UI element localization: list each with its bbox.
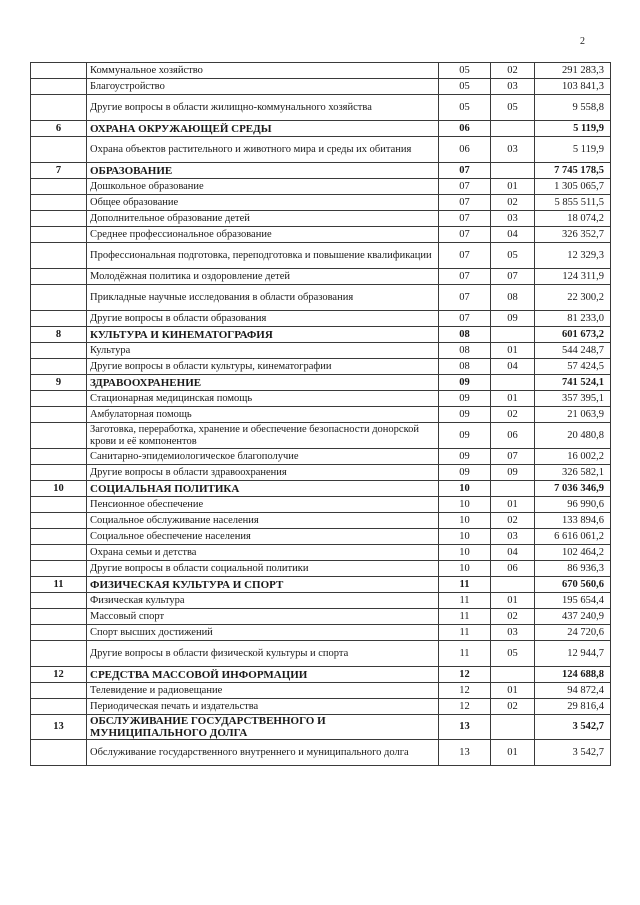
row-subsection-code-cell: 07 (491, 269, 535, 285)
row-subsection-code-cell: 09 (491, 465, 535, 481)
row-subsection-code-cell (491, 327, 535, 343)
row-number-cell (31, 497, 87, 513)
row-name-cell: Массовый спорт (87, 609, 439, 625)
row-amount-cell: 16 002,2 (535, 449, 611, 465)
row-section-code-cell: 12 (439, 683, 491, 699)
row-number-cell (31, 740, 87, 766)
row-subsection-code-cell: 01 (491, 740, 535, 766)
table-row (31, 465, 611, 481)
row-name-cell: ЗДРАВООХРАНЕНИЕ (87, 375, 439, 391)
row-subsection-code-cell: 01 (491, 391, 535, 407)
row-amount-cell: 102 464,2 (535, 545, 611, 561)
row-amount-cell: 670 560,6 (535, 577, 611, 593)
table-row (31, 561, 611, 577)
row-amount-cell: 12 329,3 (535, 243, 611, 269)
row-name-cell: Социальное обслуживание населения (87, 513, 439, 529)
row-section-code-cell: 07 (439, 163, 491, 179)
row-section-code-cell: 10 (439, 513, 491, 529)
section-row (31, 577, 611, 593)
row-section-code-cell: 12 (439, 667, 491, 683)
table-row (31, 343, 611, 359)
table-row (31, 359, 611, 375)
row-number-cell: 10 (31, 481, 87, 497)
row-subsection-code-cell (491, 163, 535, 179)
row-subsection-code-cell: 03 (491, 529, 535, 545)
row-number-cell (31, 545, 87, 561)
row-section-code-cell: 06 (439, 137, 491, 163)
row-number-cell (31, 79, 87, 95)
section-row (31, 481, 611, 497)
row-number-cell: 8 (31, 327, 87, 343)
row-number-cell (31, 179, 87, 195)
row-amount-cell: 601 673,2 (535, 327, 611, 343)
page-number: 2 (580, 36, 585, 47)
row-amount-cell: 3 542,7 (535, 740, 611, 766)
table-row (31, 63, 611, 79)
row-section-code-cell: 05 (439, 95, 491, 121)
table-row (31, 545, 611, 561)
row-section-code-cell: 11 (439, 641, 491, 667)
row-section-code-cell: 10 (439, 497, 491, 513)
row-name-cell: Коммунальное хозяйство (87, 63, 439, 79)
row-name-cell: Другие вопросы в области физической культуры и спорта (87, 641, 439, 667)
row-name-cell: ОБРАЗОВАНИЕ (87, 163, 439, 179)
table-row (31, 311, 611, 327)
row-name-cell: Социальное обеспечение населения (87, 529, 439, 545)
row-name-cell: Охрана семьи и детства (87, 545, 439, 561)
section-row (31, 121, 611, 137)
row-number-cell: 13 (31, 715, 87, 740)
row-number-cell (31, 699, 87, 715)
row-section-code-cell: 08 (439, 343, 491, 359)
row-subsection-code-cell: 03 (491, 137, 535, 163)
row-number-cell (31, 593, 87, 609)
row-number-cell (31, 311, 87, 327)
table-row (31, 593, 611, 609)
row-name-cell: Телевидение и радиовещание (87, 683, 439, 699)
row-section-code-cell: 13 (439, 715, 491, 740)
row-amount-cell: 103 841,3 (535, 79, 611, 95)
row-subsection-code-cell: 01 (491, 343, 535, 359)
row-number-cell (31, 227, 87, 243)
row-subsection-code-cell (491, 667, 535, 683)
row-amount-cell: 124 688,8 (535, 667, 611, 683)
row-section-code-cell: 10 (439, 561, 491, 577)
row-name-cell: Санитарно-эпидемиологическое благополучие (87, 449, 439, 465)
row-number-cell (31, 211, 87, 227)
row-name-cell: Культура (87, 343, 439, 359)
row-number-cell (31, 285, 87, 311)
row-amount-cell: 5 119,9 (535, 121, 611, 137)
row-subsection-code-cell (491, 375, 535, 391)
table-row (31, 641, 611, 667)
row-amount-cell: 291 283,3 (535, 63, 611, 79)
row-amount-cell: 22 300,2 (535, 285, 611, 311)
row-amount-cell: 57 424,5 (535, 359, 611, 375)
row-section-code-cell: 11 (439, 625, 491, 641)
row-subsection-code-cell: 05 (491, 243, 535, 269)
row-subsection-code-cell: 02 (491, 513, 535, 529)
table-row (31, 513, 611, 529)
row-number-cell (31, 423, 87, 449)
row-section-code-cell: 05 (439, 79, 491, 95)
table-row (31, 529, 611, 545)
row-number-cell (31, 391, 87, 407)
row-section-code-cell: 13 (439, 740, 491, 766)
table-row (31, 423, 611, 449)
section-row (31, 375, 611, 391)
row-amount-cell: 133 894,6 (535, 513, 611, 529)
table-row (31, 740, 611, 766)
row-amount-cell: 86 936,3 (535, 561, 611, 577)
row-name-cell: ФИЗИЧЕСКАЯ КУЛЬТУРА И СПОРТ (87, 577, 439, 593)
row-number-cell (31, 465, 87, 481)
row-subsection-code-cell (491, 121, 535, 137)
row-amount-cell: 96 990,6 (535, 497, 611, 513)
table-row (31, 269, 611, 285)
table-row (31, 95, 611, 121)
section-row (31, 715, 611, 740)
row-amount-cell: 24 720,6 (535, 625, 611, 641)
row-amount-cell: 437 240,9 (535, 609, 611, 625)
row-name-cell: Другие вопросы в области здравоохранения (87, 465, 439, 481)
row-number-cell: 11 (31, 577, 87, 593)
row-name-cell: Прикладные научные исследования в области образования (87, 285, 439, 311)
row-subsection-code-cell: 02 (491, 63, 535, 79)
row-section-code-cell: 08 (439, 327, 491, 343)
row-subsection-code-cell: 02 (491, 699, 535, 715)
row-section-code-cell: 09 (439, 465, 491, 481)
row-number-cell (31, 359, 87, 375)
row-section-code-cell: 07 (439, 243, 491, 269)
row-amount-cell: 1 305 065,7 (535, 179, 611, 195)
row-amount-cell: 7 036 346,9 (535, 481, 611, 497)
row-amount-cell: 12 944,7 (535, 641, 611, 667)
row-name-cell: СОЦИАЛЬНАЯ ПОЛИТИКА (87, 481, 439, 497)
row-subsection-code-cell: 02 (491, 195, 535, 211)
table-row (31, 683, 611, 699)
row-subsection-code-cell: 04 (491, 359, 535, 375)
row-section-code-cell: 07 (439, 211, 491, 227)
row-section-code-cell: 07 (439, 195, 491, 211)
row-amount-cell: 6 616 061,2 (535, 529, 611, 545)
row-name-cell: Стационарная медицинская помощь (87, 391, 439, 407)
row-name-cell: КУЛЬТУРА И КИНЕМАТОГРАФИЯ (87, 327, 439, 343)
row-name-cell: Охрана объектов растительного и животного мира и среды их обитания (87, 137, 439, 163)
row-subsection-code-cell (491, 577, 535, 593)
row-name-cell: Физическая культура (87, 593, 439, 609)
row-subsection-code-cell: 04 (491, 545, 535, 561)
row-subsection-code-cell: 08 (491, 285, 535, 311)
row-number-cell (31, 137, 87, 163)
row-subsection-code-cell: 01 (491, 593, 535, 609)
row-section-code-cell: 09 (439, 449, 491, 465)
row-subsection-code-cell: 07 (491, 449, 535, 465)
row-section-code-cell: 10 (439, 545, 491, 561)
row-subsection-code-cell: 06 (491, 423, 535, 449)
row-name-cell: Спорт высших достижений (87, 625, 439, 641)
row-amount-cell: 544 248,7 (535, 343, 611, 359)
row-number-cell (31, 561, 87, 577)
row-number-cell (31, 625, 87, 641)
table-row (31, 227, 611, 243)
row-subsection-code-cell: 03 (491, 79, 535, 95)
row-number-cell: 7 (31, 163, 87, 179)
row-subsection-code-cell: 03 (491, 625, 535, 641)
row-number-cell (31, 513, 87, 529)
row-section-code-cell: 07 (439, 311, 491, 327)
row-amount-cell: 9 558,8 (535, 95, 611, 121)
row-name-cell: СРЕДСТВА МАССОВОЙ ИНФОРМАЦИИ (87, 667, 439, 683)
row-number-cell (31, 609, 87, 625)
row-subsection-code-cell: 06 (491, 561, 535, 577)
row-name-cell: ОБСЛУЖИВАНИЕ ГОСУДАРСТВЕННОГО И МУНИЦИПАЛЬНОГО ДОЛГА (87, 715, 439, 740)
table-row (31, 211, 611, 227)
row-number-cell (31, 449, 87, 465)
row-section-code-cell: 07 (439, 269, 491, 285)
row-section-code-cell: 06 (439, 121, 491, 137)
row-amount-cell: 326 582,1 (535, 465, 611, 481)
row-name-cell: Обслуживание государственного внутреннего и муниципального долга (87, 740, 439, 766)
row-amount-cell: 741 524,1 (535, 375, 611, 391)
row-name-cell: ОХРАНА ОКРУЖАЮЩЕЙ СРЕДЫ (87, 121, 439, 137)
row-amount-cell: 357 395,1 (535, 391, 611, 407)
table-row (31, 609, 611, 625)
row-name-cell: Благоустройство (87, 79, 439, 95)
row-name-cell: Профессиональная подготовка, переподготовка и повышение квалификации (87, 243, 439, 269)
row-subsection-code-cell: 02 (491, 609, 535, 625)
row-amount-cell: 81 233,0 (535, 311, 611, 327)
row-subsection-code-cell: 01 (491, 179, 535, 195)
row-subsection-code-cell: 03 (491, 211, 535, 227)
row-number-cell (31, 243, 87, 269)
row-subsection-code-cell: 05 (491, 641, 535, 667)
table-row (31, 137, 611, 163)
row-number-cell (31, 95, 87, 121)
table-row (31, 243, 611, 269)
row-number-cell (31, 529, 87, 545)
row-section-code-cell: 08 (439, 359, 491, 375)
row-section-code-cell: 09 (439, 423, 491, 449)
row-name-cell: Заготовка, переработка, хранение и обеспечение безопасности донорской крови и её компонентов (87, 423, 439, 449)
row-section-code-cell: 09 (439, 375, 491, 391)
row-amount-cell: 5 119,9 (535, 137, 611, 163)
row-name-cell: Дошкольное образование (87, 179, 439, 195)
row-amount-cell: 18 074,2 (535, 211, 611, 227)
table-row (31, 497, 611, 513)
row-amount-cell: 94 872,4 (535, 683, 611, 699)
row-name-cell: Другие вопросы в области культуры, кинематографии (87, 359, 439, 375)
row-section-code-cell: 11 (439, 609, 491, 625)
row-amount-cell: 195 654,4 (535, 593, 611, 609)
row-amount-cell: 21 063,9 (535, 407, 611, 423)
row-number-cell: 9 (31, 375, 87, 391)
row-number-cell (31, 343, 87, 359)
row-subsection-code-cell: 01 (491, 497, 535, 513)
row-section-code-cell: 07 (439, 227, 491, 243)
section-row (31, 163, 611, 179)
row-subsection-code-cell: 05 (491, 95, 535, 121)
row-number-cell: 6 (31, 121, 87, 137)
table-row (31, 285, 611, 311)
row-subsection-code-cell: 01 (491, 683, 535, 699)
row-number-cell (31, 269, 87, 285)
row-amount-cell: 7 745 178,5 (535, 163, 611, 179)
budget-table-body (31, 63, 611, 766)
row-subsection-code-cell: 02 (491, 407, 535, 423)
row-name-cell: Другие вопросы в области социальной политики (87, 561, 439, 577)
table-row (31, 407, 611, 423)
row-amount-cell: 29 816,4 (535, 699, 611, 715)
row-section-code-cell: 10 (439, 529, 491, 545)
row-number-cell (31, 407, 87, 423)
row-subsection-code-cell: 04 (491, 227, 535, 243)
row-subsection-code-cell (491, 481, 535, 497)
row-amount-cell: 20 480,8 (535, 423, 611, 449)
row-number-cell (31, 63, 87, 79)
row-section-code-cell: 07 (439, 179, 491, 195)
row-name-cell: Пенсионное обеспечение (87, 497, 439, 513)
row-section-code-cell: 11 (439, 577, 491, 593)
section-row (31, 667, 611, 683)
budget-table (30, 62, 611, 766)
row-name-cell: Периодическая печать и издательства (87, 699, 439, 715)
row-amount-cell: 3 542,7 (535, 715, 611, 740)
row-amount-cell: 326 352,7 (535, 227, 611, 243)
table-row (31, 699, 611, 715)
table-row (31, 79, 611, 95)
row-name-cell: Другие вопросы в области образования (87, 311, 439, 327)
row-section-code-cell: 10 (439, 481, 491, 497)
row-section-code-cell: 11 (439, 593, 491, 609)
row-name-cell: Общее образование (87, 195, 439, 211)
row-section-code-cell: 09 (439, 391, 491, 407)
table-row (31, 625, 611, 641)
row-number-cell (31, 195, 87, 211)
section-row (31, 327, 611, 343)
row-section-code-cell: 12 (439, 699, 491, 715)
row-number-cell: 12 (31, 667, 87, 683)
table-row (31, 179, 611, 195)
row-name-cell: Молодёжная политика и оздоровление детей (87, 269, 439, 285)
row-name-cell: Другие вопросы в области жилищно-коммунального хозяйства (87, 95, 439, 121)
row-number-cell (31, 641, 87, 667)
row-name-cell: Дополнительное образование детей (87, 211, 439, 227)
row-amount-cell: 5 855 511,5 (535, 195, 611, 211)
row-number-cell (31, 683, 87, 699)
row-subsection-code-cell (491, 715, 535, 740)
row-amount-cell: 124 311,9 (535, 269, 611, 285)
row-name-cell: Среднее профессиональное образование (87, 227, 439, 243)
table-row (31, 195, 611, 211)
table-row (31, 449, 611, 465)
row-name-cell: Амбулаторная помощь (87, 407, 439, 423)
table-row (31, 391, 611, 407)
row-section-code-cell: 09 (439, 407, 491, 423)
row-subsection-code-cell: 09 (491, 311, 535, 327)
row-section-code-cell: 07 (439, 285, 491, 311)
row-section-code-cell: 05 (439, 63, 491, 79)
